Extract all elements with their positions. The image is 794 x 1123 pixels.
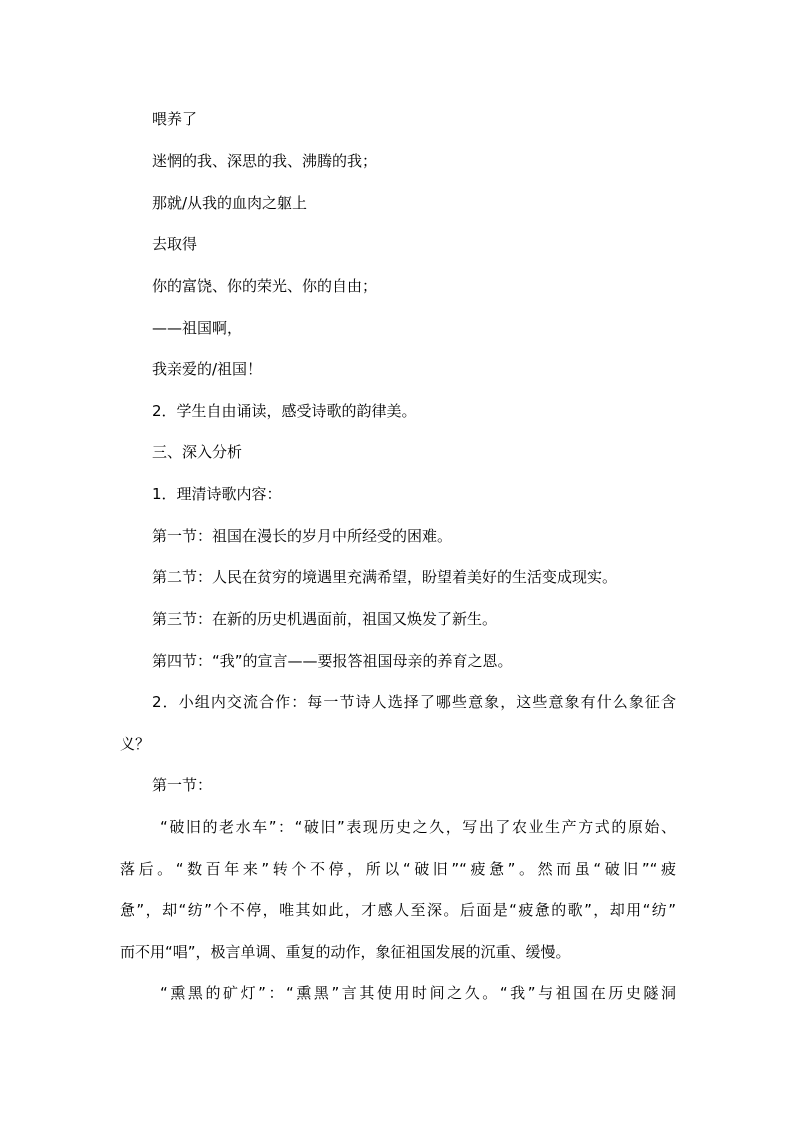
poem-line: 你的富饶、你的荣光、你的自由； — [152, 277, 378, 295]
poem-line: 去取得 — [152, 235, 198, 253]
step-item: 2．小组内交流合作：每一节诗人选择了哪些意象，这些意象有什么象征含 — [152, 693, 676, 711]
paragraph-line: 义？ — [120, 735, 151, 753]
poem-line: 那就/从我的血肉之躯上 — [152, 194, 308, 212]
subsection-label: 第一节： — [152, 776, 213, 794]
poem-line: 迷惘的我、深思的我、沸腾的我； — [152, 152, 378, 170]
paragraph-line: 惫”，却“纺”个不停，唯其如此，才感人至深。后面是“疲惫的歌”，却用“纺” — [120, 901, 676, 919]
poem-line: 喂养了 — [152, 110, 198, 128]
poem-line: ——祖国啊， — [152, 319, 243, 337]
poem-line: 我亲爱的/祖国！ — [152, 360, 263, 378]
paragraph-line: 落后。“数百年来”转个不停，所以“破旧”“疲惫”。然而虽“破旧”“疲 — [120, 860, 676, 878]
step-item: 1．理清诗歌内容： — [152, 485, 282, 503]
content-line: 第三节：在新的历史机遇面前，祖国又焕发了新生。 — [152, 610, 498, 628]
paragraph-line: 而不用“唱”，极言单调、重复的动作，象征祖国发展的沉重、缓慢。 — [120, 943, 571, 961]
content-line: 第二节：人民在贫穷的境遇里充满希望，盼望着美好的生活变成现实。 — [152, 568, 618, 586]
content-line: 第一节：祖国在漫长的岁月中所经受的困难。 — [152, 527, 453, 545]
content-line: 第四节：“我”的宣言——要报答祖国母亲的养育之恩。 — [152, 652, 513, 670]
section-heading: 三、深入分析 — [152, 443, 243, 461]
paragraph-line: “破旧的老水车”：“破旧”表现历史之久，写出了农业生产方式的原始、 — [160, 818, 676, 836]
step-item: 2．学生自由诵读，感受诗歌的韵律美。 — [152, 402, 417, 420]
paragraph-line: “熏黑的矿灯”：“熏黑”言其使用时间之久。“我”与祖国在历史隧洞 — [160, 984, 676, 1002]
